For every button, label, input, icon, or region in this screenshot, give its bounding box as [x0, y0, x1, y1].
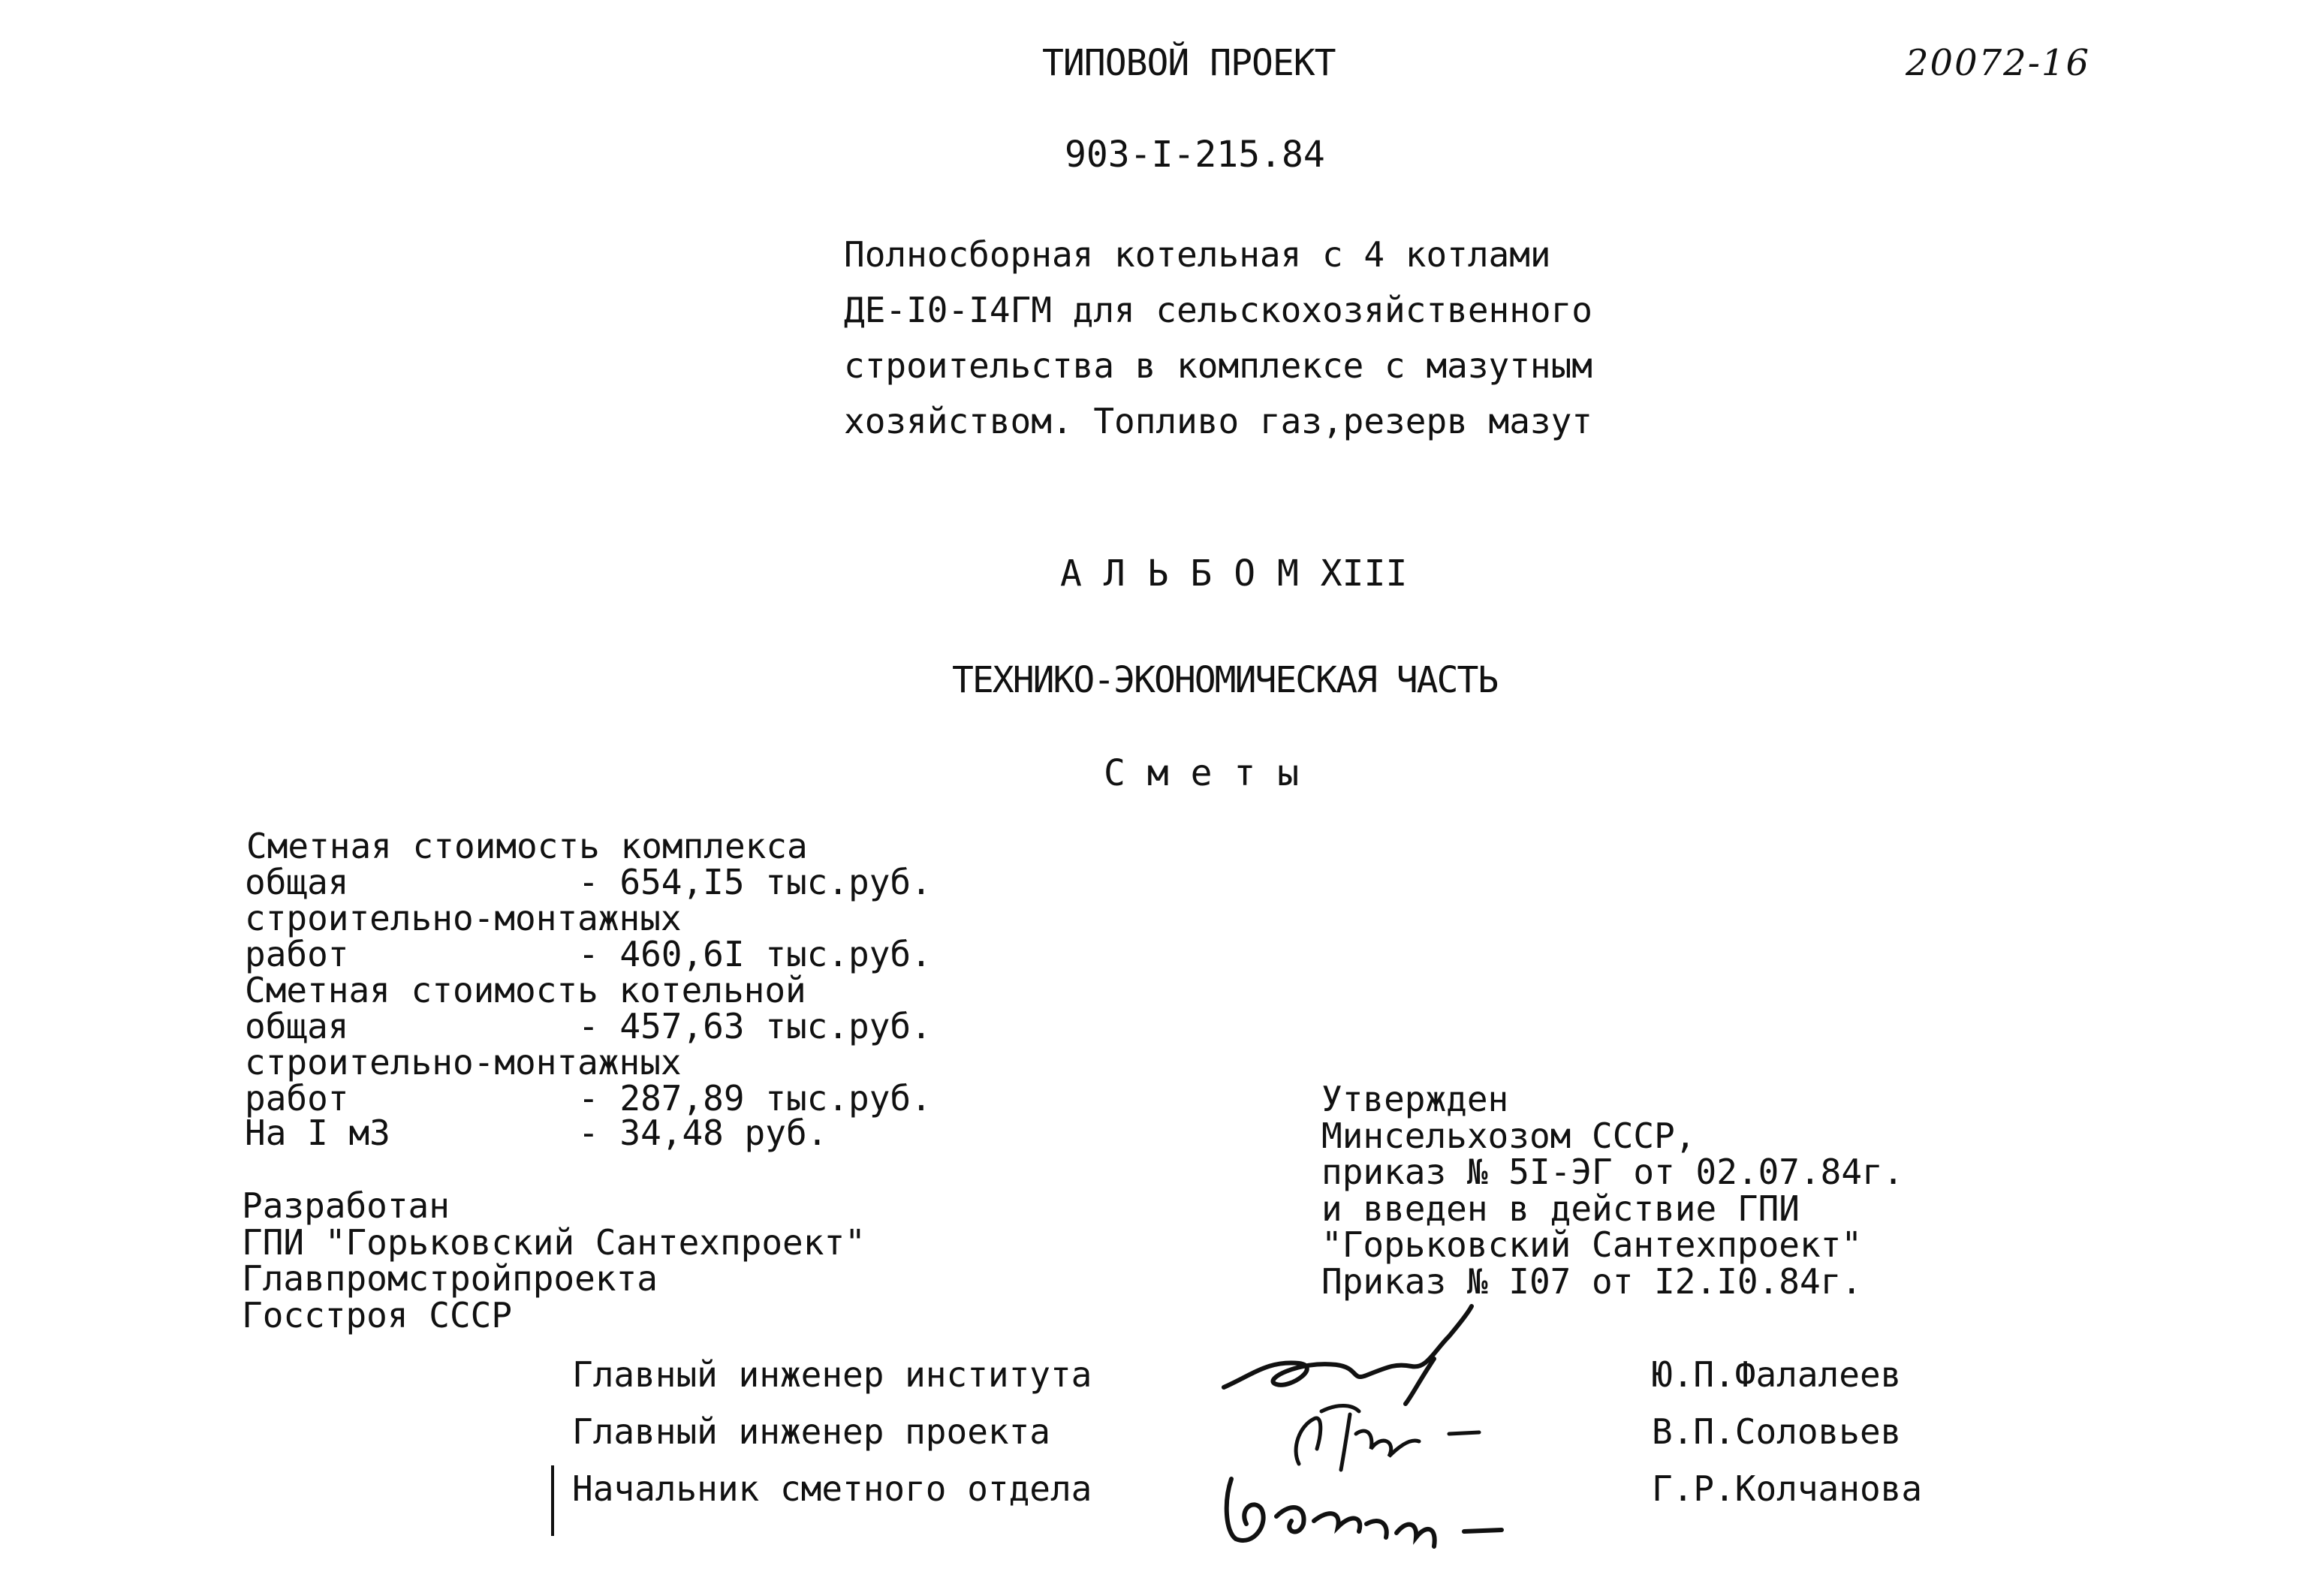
signatory-name: Г.Р.Колчанова: [1652, 1468, 1923, 1509]
cost-row: [245, 1042, 682, 1083]
developer-line: Госстроя СССР: [242, 1294, 513, 1336]
cost-row: [245, 1006, 932, 1046]
approval-line: и введен в действие ГПИ: [1321, 1188, 1800, 1229]
cost-row: [245, 934, 932, 974]
cost-label: строительно-монтажных: [245, 1042, 682, 1083]
signatory-position: Начальник сметного отдела: [572, 1468, 1092, 1509]
cost-row: [245, 862, 932, 902]
developer-block: [242, 1185, 866, 1336]
section-title: ТЕХНИКО-ЭКОНОМИЧЕСКАЯ ЧАСТЬ: [952, 659, 1498, 701]
cost-label: работ: [245, 1078, 349, 1119]
title-line: Полносборная котельная с 4 котлами: [844, 234, 1551, 275]
title-line: строительства в комплексе с мазутным: [844, 345, 1592, 386]
cost-row: [245, 1078, 932, 1119]
signatory-name: В.П.Соловьев: [1652, 1411, 1902, 1452]
cost-row: [245, 898, 682, 938]
cost-label: работ: [245, 934, 349, 974]
signatory-name: Ю.П.Фалалеев: [1652, 1354, 1902, 1395]
cost-label: общая: [245, 862, 349, 902]
cost-label: Сметная стоимость комплекса: [246, 826, 808, 866]
signature-head-estimates: [1209, 1449, 1509, 1561]
title-line: хозяйством. Топливо газ,резерв мазут: [844, 401, 1592, 441]
cost-row: [245, 1113, 828, 1153]
developer-line: Главпромстройпроекта: [242, 1258, 658, 1299]
approval-line: приказ № 5I-ЭГ от 02.07.84г.: [1321, 1152, 1904, 1192]
developer-line: ГПИ "Горьковский Сантехпроект": [242, 1221, 866, 1263]
cost-value: - 654,I5 тыс.руб.: [578, 862, 932, 902]
cost-label: строительно-монтажных: [245, 898, 682, 938]
cost-value: - 460,6I тыс.руб.: [578, 934, 932, 974]
margin-mark: [551, 1465, 554, 1536]
doc-type: ТИПОВОЙ ПРОЕКТ: [1042, 42, 1336, 84]
developer-line: Разработан: [242, 1185, 450, 1226]
cost-label: Сметная стоимость котельной: [245, 970, 806, 1010]
approval-line: Минсельхозом СССР,: [1321, 1115, 1696, 1156]
title-line: ДЕ-I0-I4ГМ для сельскохозяйственного: [844, 290, 1592, 330]
subsection-title: С м е т ы: [1104, 752, 1300, 794]
cost-row: [246, 826, 808, 866]
cost-label: На I м3: [245, 1113, 390, 1153]
album-title: А Л Ь Б О М XIII: [1060, 553, 1408, 595]
signatory-position: Главный инженер института: [572, 1354, 1092, 1395]
cost-row: [245, 970, 806, 1010]
approval-line: Приказ № I07 от I2.I0.84г.: [1321, 1260, 1863, 1302]
approval-line: Утвержден: [1321, 1079, 1509, 1119]
approval-line: "Горьковский Сантехпроект": [1321, 1224, 1863, 1265]
cost-label: общая: [245, 1006, 349, 1046]
signatory-position: Главный инженер проекта: [572, 1411, 1050, 1452]
doc-number: 903-I-215.84: [1065, 134, 1325, 176]
cost-value: - 34,48 руб.: [578, 1113, 828, 1153]
cost-value: - 457,63 тыс.руб.: [578, 1006, 932, 1046]
inventory-number: 20072-16: [1906, 42, 2090, 84]
cost-value: - 287,89 тыс.руб.: [578, 1078, 932, 1119]
approval-block: [1321, 1079, 1904, 1302]
project-title: [844, 227, 1592, 449]
